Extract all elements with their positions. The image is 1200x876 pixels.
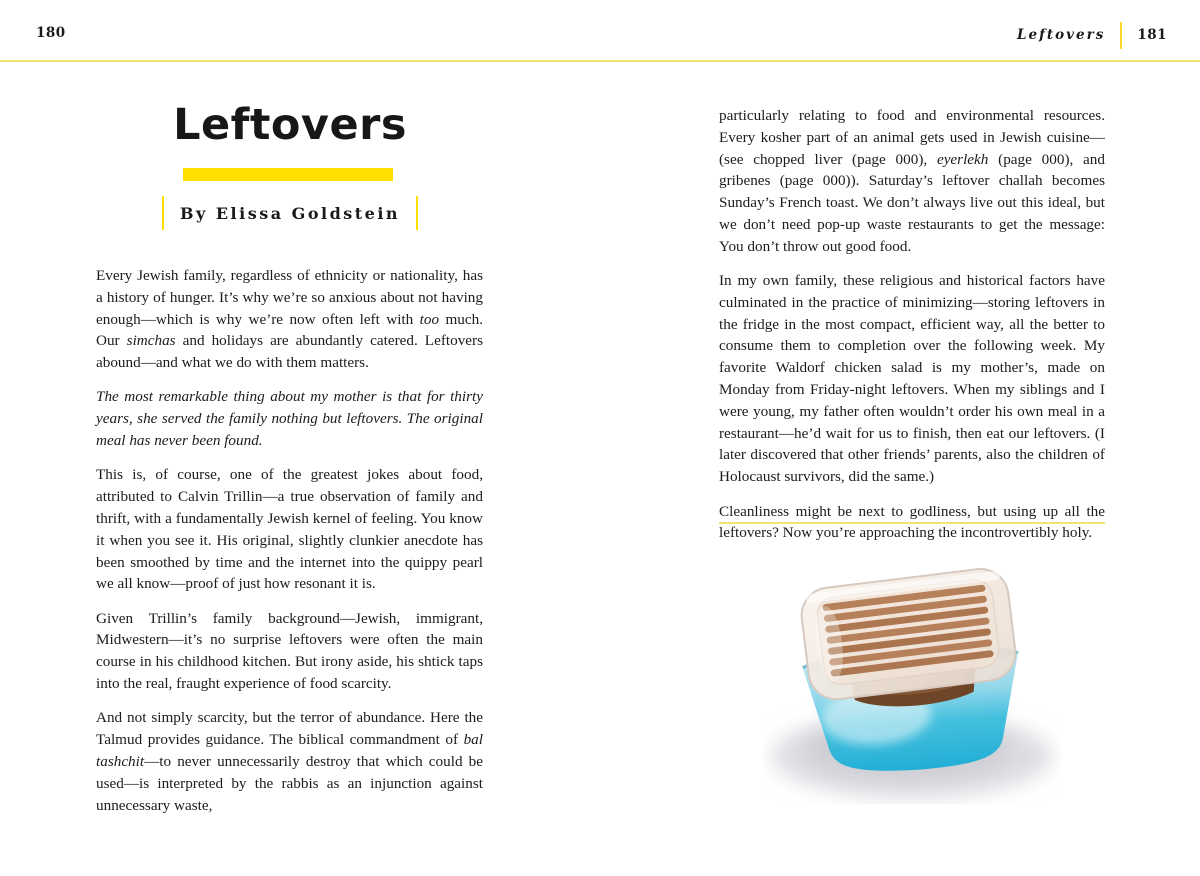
header-divider-bar (1120, 22, 1122, 49)
byline: By Elissa Goldstein (179, 203, 401, 223)
refrigerator-dish-photo (762, 564, 1062, 804)
article-title: Leftovers (173, 100, 407, 150)
paragraph: Cleanliness might be next to godliness, but using up all the leftovers? Now you’re approaching the incontrovertibly holy. (719, 502, 1105, 542)
title-underline (183, 168, 393, 181)
right-text-column (719, 105, 1105, 544)
refrigerator-dish-illustration (762, 564, 1062, 804)
header-rule (0, 60, 1200, 62)
paragraph: This is, of course, one of the greatest jokes about food, attributed to Calvin Trillin—a true observation of family and thrift, with a fundamentally Jewish kernel of feeling. You know it when you see it. His original, slightly clunkier anecdote has been smoothed by time and the internet into the quippy pearl we all know—proof of just how resonant it is. (96, 466, 483, 593)
left-page-number: 180 (36, 25, 66, 41)
byline-right-bar (416, 196, 418, 230)
left-text-column (96, 265, 483, 816)
paragraph: particularly relating to food and environmental resources. Every kosher part of an animal gets used in Jewish cuisine—(see chopped liver (page 000), eyerlekh (page 000), and gribenes (page 000)). Saturday’s leftover challah becomes Sunday’s French toast. We don’t always live out this ideal, but we don’t need pop-up waste restaurants to get the message: You don’t throw out good food. (719, 107, 1105, 255)
byline-row (96, 195, 484, 231)
paragraph: And not simply scarcity, but the terror of abundance. Here the Talmud provides guidance. The biblical commandment of bal tashchit—to never unnecessarily destroy that which could be used—is interpreted by the rabbis as an injunction against unnecessary waste, (96, 709, 483, 814)
right-page-number: 181 (1137, 27, 1167, 43)
section-divider-rule (719, 522, 1105, 524)
byline-left-bar (162, 196, 164, 230)
paragraph: In my own family, these religious and historical factors have culminated in the practice of minimizing—storing leftovers in the fridge in the most compact, efficient way, all the better to consume them to completion over the following week. My favorite Waldorf chicken salad is my mother’s, made on Monday from Friday-night leftovers. When my siblings and I were young, my father often wouldn’t order his own meal in a restaurant—he’d wait for us to finish, then eat our leftovers. (I later discovered that other friends’ parents, also the children of Holocaust survivors, did the same.) (719, 272, 1105, 486)
running-head: Leftovers (1017, 27, 1106, 43)
paragraph-epigraph: The most remarkable thing about my mother is that for thirty years, she served the family nothing but leftovers. The original meal has never been found. (96, 388, 483, 450)
paragraph: Given Trillin’s family background—Jewish, immigrant, Midwestern—it’s no surprise leftovers were often the main course in his childhood kitchen. But irony aside, his shtick taps into the real, fraught experience of food scarcity. (96, 609, 483, 693)
right-page-header (1017, 21, 1167, 49)
paragraph: Every Jewish family, regardless of ethnicity or nationality, has a history of hunger. It’s why we’re so anxious about not having enough—which is why we’re now often left with too much. Our simchas and holidays are abundantly catered. Leftovers abound—and what we do with them matters. (96, 267, 483, 372)
